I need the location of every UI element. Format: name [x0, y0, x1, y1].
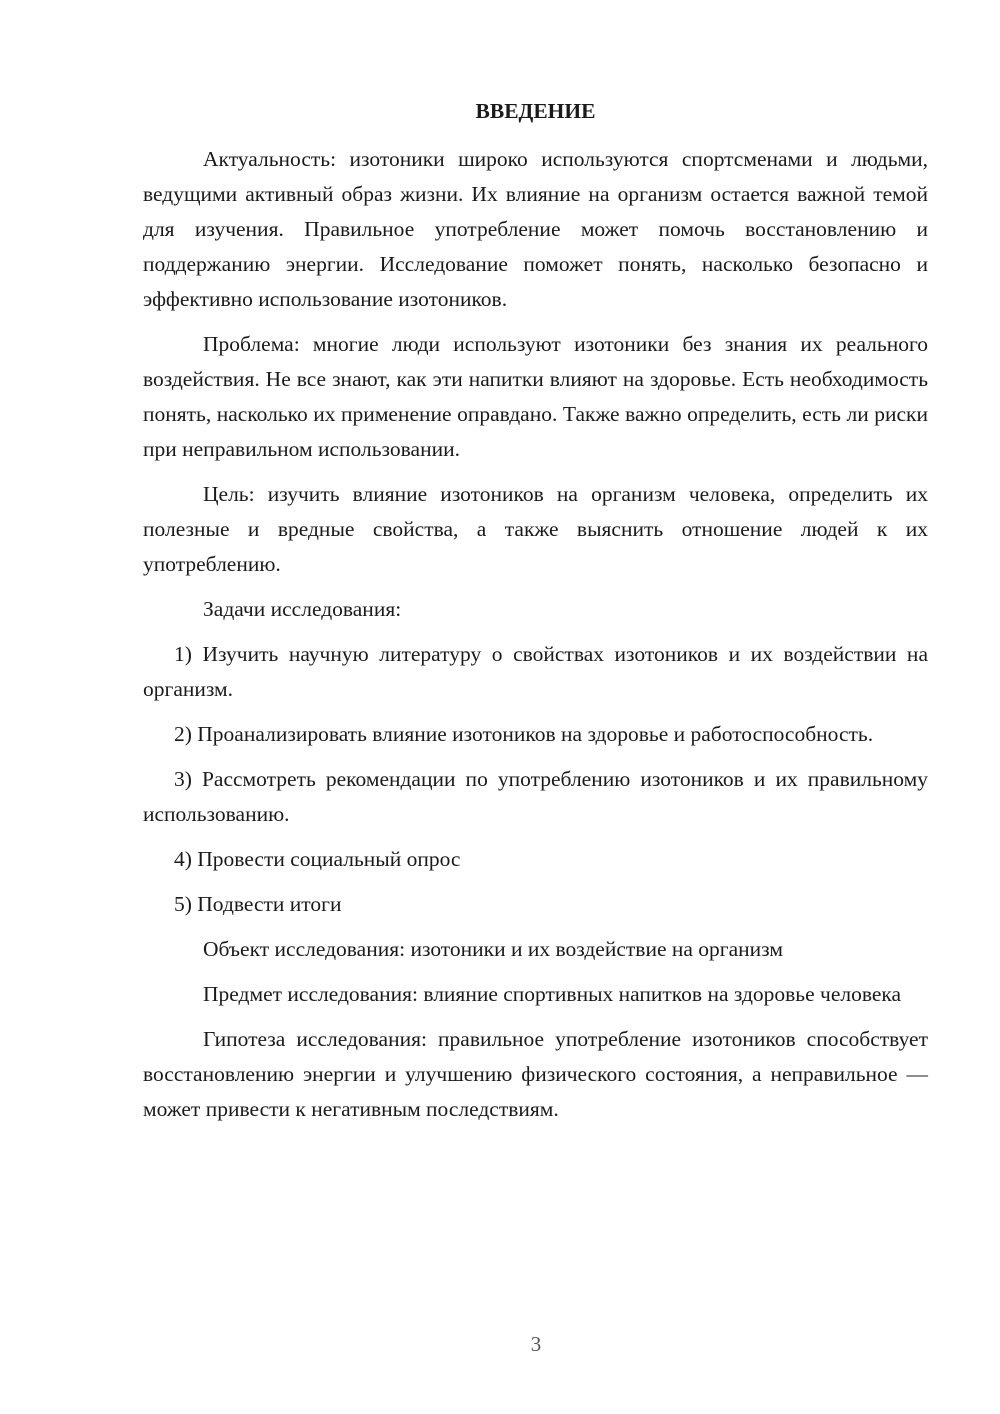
task-item-3: 3) Рассмотреть рекомендации по употреблению изотоников и их правильному использованию.: [143, 767, 928, 826]
object-paragraph: Объект исследования: изотоники и их воздействие на организм: [203, 937, 783, 961]
tasks-heading: Задачи исследования:: [203, 597, 402, 621]
relevance-paragraph: Актуальность: изотоники широко используются спортсменами и людьми, ведущими активный образ жизни. Их влияние на организм остается важной темой для изучения. Правильное употребление может помочь восстановлению и поддержанию энергии. Исследование поможет понять, насколько безопасно и эффективно использование изотоников.: [143, 147, 928, 311]
document-page: [143, 94, 928, 1127]
task-item-4: 4) Провести социальный опрос: [174, 847, 461, 871]
page-number: 3: [530, 1332, 542, 1356]
goal-paragraph: Цель: изучить влияние изотоников на организм человека, определить их полезные и вредные свойства, а также выяснить отношение людей к их употреблению.: [143, 482, 928, 576]
problem-paragraph: Проблема: многие люди используют изотоники без знания их реального воздействия. Не все знают, как эти напитки влияют на здоровье. Есть необходимость понять, насколько их применение оправдано. Также важно определить, есть ли риски при неправильном использовании.: [143, 332, 928, 461]
subject-paragraph: Предмет исследования: влияние спортивных напитков на здоровье человека: [203, 982, 902, 1006]
task-item-2: 2) Проанализировать влияние изотоников на здоровье и работоспособность.: [174, 722, 874, 746]
task-item-5: 5) Подвести итоги: [174, 892, 342, 916]
task-item-1: 1) Изучить научную литературу о свойствах изотоников и их воздействии на организм.: [143, 642, 928, 701]
page-title: ВВЕДЕНИЕ: [475, 99, 596, 123]
hypothesis-paragraph: Гипотеза исследования: правильное употребление изотоников способствует восстановлению энергии и улучшению физического состояния, а неправильное — может привести к негативным последствиям.: [143, 1027, 928, 1121]
